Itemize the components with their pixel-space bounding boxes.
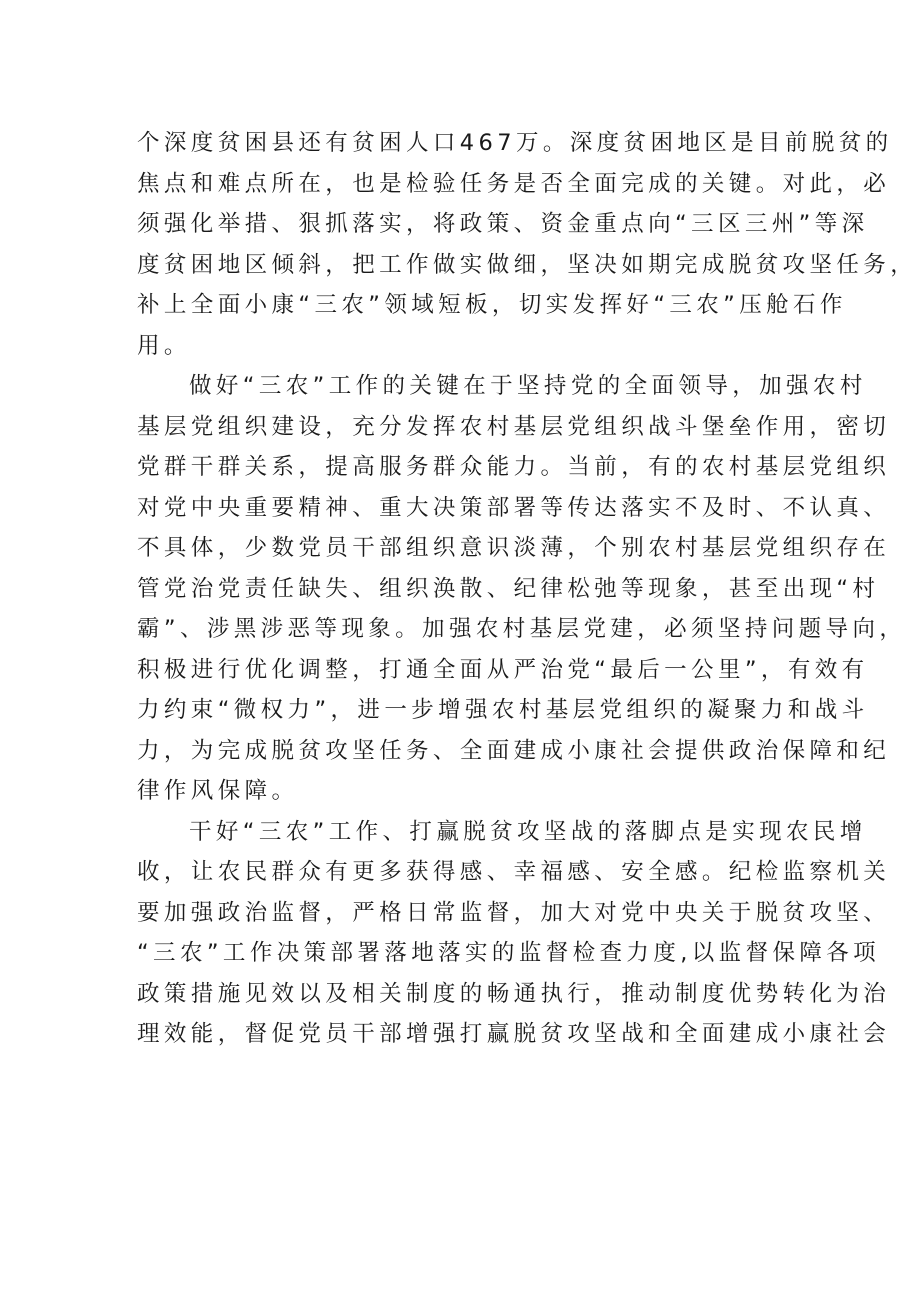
text-line: 管党治党责任缺失、组织涣散、纪律松弛等现象，甚至出现“村 (137, 575, 880, 602)
text-line: 干好“三农”工作、打赢脱贫攻坚战的落脚点是实现农民增 (189, 818, 867, 845)
text-line: 用。 (137, 332, 191, 359)
text-line: 律作风保障。 (137, 778, 299, 804)
text-line: 基层党组织建设，充分发挥农村基层党组织战斗堡垒作用，密切 (137, 413, 891, 440)
paragraph-1 (137, 123, 918, 366)
text-line: 补上全面小康“三农”领域短板，切实发挥好“三农”压舱石作 (137, 292, 847, 318)
text-line: 收，让农民群众有更多获得感、幸福感、安全感。纪检监察机关 (137, 859, 891, 885)
text-line: 做好“三农”工作的关键在于坚持党的全面领导，加强农村 (189, 373, 867, 399)
text-line: 党群干群关系，提高服务群众能力。当前，有的农村基层党组织 (137, 454, 891, 480)
text-line: 度贫困地区倾斜，把工作做实做细，坚决如期完成脱贫攻坚任务， (137, 251, 918, 278)
text-line: “三农”工作决策部署落地落实的监督检查力度,以监督保障各项 (137, 940, 881, 966)
text-line: 须强化举措、狠抓落实，将政策、资金重点向“三区三州”等深 (137, 211, 869, 237)
text-line: 个深度贫困县还有贫困人口467万。深度贫困地区是目前脱贫的 (137, 130, 893, 156)
paragraph-2 (137, 366, 907, 812)
text-line: 政策措施见效以及相关制度的畅通执行，推动制度优势转化为治 (137, 980, 891, 1007)
text-line: 要加强政治监督，严格日常监督，加大对党中央关于脱贫攻坚、 (137, 899, 891, 926)
text-line: 积极进行优化调整，打通全面从严治党“最后一公里”，有效有 (137, 656, 869, 683)
text-line: 对党中央重要精神、重大决策部署等传达落实不及时、不认真、 (137, 494, 891, 521)
paragraph-3 (137, 812, 891, 1055)
text-line: 理效能，督促党员干部增强打赢脱贫攻坚战和全面建成小康社会 (137, 1021, 891, 1047)
text-line: 霸”、涉黑涉恶等现象。加强农村基层党建，必须坚持问题导向， (137, 616, 907, 642)
text-line: 不具体，少数党员干部组织意识淡薄，个别农村基层党组织存在 (137, 535, 891, 561)
text-line: 力，为完成脱贫攻坚任务、全面建成小康社会提供政治保障和纪 (137, 737, 891, 764)
text-line: 焦点和难点所在，也是检验任务是否全面完成的关键。对此，必 (137, 170, 891, 197)
text-line: 力约束“微权力”，进一步增强农村基层党组织的凝聚力和战斗 (137, 697, 869, 723)
document-body (137, 123, 918, 1055)
